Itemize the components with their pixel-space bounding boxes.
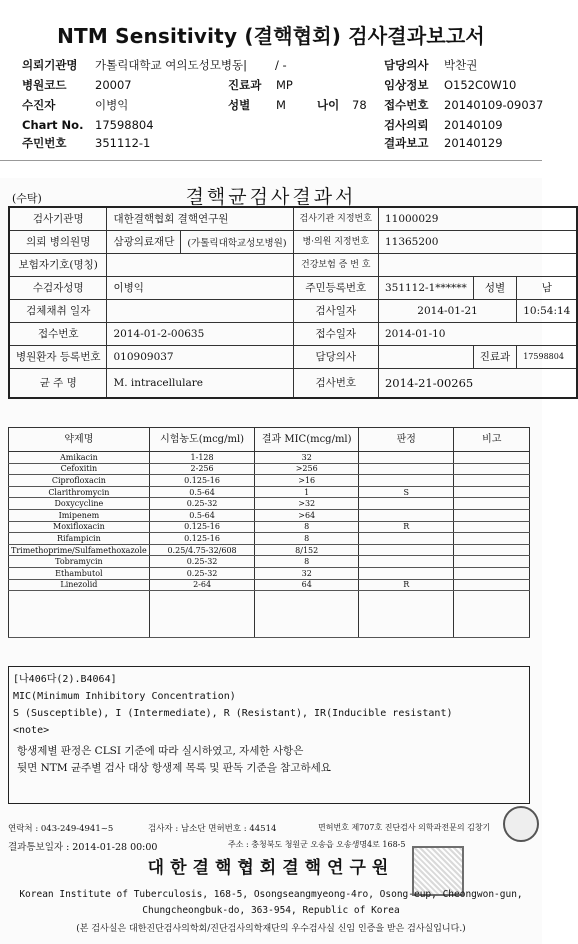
empty-cell [359, 591, 454, 603]
drug-row [9, 544, 530, 556]
req-label: 의뢰 병의원명 [9, 230, 107, 253]
notes-legend: S (Susceptible), I (Intermediate), R (Resistant), IR(Inducible resistant) [13, 708, 453, 719]
empty-cell [149, 591, 255, 603]
drug-range: 2-64 [149, 579, 255, 591]
footer-address-kr: 주소 : 충청북도 청원군 오송읍 오송생명4로 168-5 [228, 840, 406, 849]
hosp-no-label: 병원환자 등록번호 [9, 345, 107, 368]
drug-judgement [359, 475, 454, 487]
empty-cell [9, 591, 150, 603]
header-divider [0, 160, 542, 161]
header-value-receipt-no: 20140109-09037 [444, 98, 544, 112]
drug-mic: 32 [255, 452, 359, 464]
sex-label: 성별 [473, 276, 516, 299]
header-label-rrn: 주민번호 [22, 136, 67, 150]
drug-range: 0.125-16 [149, 475, 255, 487]
notes-note: <note> [13, 725, 50, 736]
drug-name: Amikacin [9, 452, 150, 464]
drug-remark [454, 556, 530, 568]
drug-judgement [359, 463, 454, 475]
req-code-label: 병·의원 지정번호 [293, 230, 378, 253]
empty-cell [359, 625, 454, 637]
req-value2: (가톨릭대학교성모병원) [181, 230, 293, 253]
recv-date-value: 2014-01-10 [378, 322, 577, 345]
header-value-hospital-code: 20007 [95, 78, 132, 92]
collect-label: 검체채취 일자 [9, 299, 107, 322]
recv-no-label: 접수번호 [9, 322, 107, 345]
drug-mic: 8 [255, 521, 359, 533]
drug-range: 0.25/4.75-32/608 [149, 544, 255, 556]
drug-row [9, 463, 530, 475]
drug-name: Doxycycline [9, 498, 150, 510]
footer-contact: 연락처 : 043-249-4941~5 [8, 824, 114, 834]
drug-remark [454, 521, 530, 533]
drug-mic: >16 [255, 475, 359, 487]
col-header-mic: 결과 MIC(mcg/ml) [255, 428, 359, 452]
drug-row [9, 556, 530, 568]
drug-judgement: R [359, 521, 454, 533]
notes-line2: 뒷면 NTM 균주별 검사 대상 항생제 목록 및 판독 기준을 참고하세요 [17, 762, 331, 774]
drug-remark [454, 567, 530, 579]
organization-name: 대한결핵협회결핵연구원 [147, 858, 395, 878]
empty-cell [149, 602, 255, 614]
footer-report-date: 결과통보일자 : 2014-01-28 00:00 [8, 842, 158, 853]
test-no-value: 2014-21-00265 [378, 368, 577, 398]
drug-remark [454, 509, 530, 521]
header-label-hospital-code: 병원코드 [22, 78, 67, 92]
test-no-label: 검사번호 [293, 368, 378, 398]
drug-mic: 8/152 [255, 544, 359, 556]
drug-judgement [359, 556, 454, 568]
drug-row [9, 498, 530, 510]
drug-range: 1-128 [149, 452, 255, 464]
empty-cell [149, 625, 255, 637]
drug-range: 0.125-16 [149, 533, 255, 545]
drug-range: 2-256 [149, 463, 255, 475]
footer-address-en2: Chungcheongbuk-do, 363-954, Republic of Korea [142, 905, 400, 916]
drug-mic: 32 [255, 567, 359, 579]
notes-box [8, 666, 530, 804]
sex-value: 남 [517, 276, 578, 299]
footer-license: 면허번호 제707호 진단검사 의학과전문의 김창기 [318, 823, 491, 832]
header-label-sex: 성별 [228, 98, 251, 112]
test-time-value: 10:54:14 [517, 299, 578, 322]
drug-mic: >64 [255, 509, 359, 521]
test-date-label: 검사일자 [293, 299, 378, 322]
drug-mic: 8 [255, 533, 359, 545]
header-value-dept: MP [276, 78, 293, 92]
lab-certification-stamp [503, 806, 539, 842]
patient-info-table [8, 206, 578, 399]
empty-row [9, 602, 530, 614]
drug-remark [454, 463, 530, 475]
header-value-patient: 이병익 [95, 98, 129, 112]
strain-value: M. intracellulare [107, 368, 293, 398]
drug-name: Moxifloxacin [9, 521, 150, 533]
drug-range: 0.5-64 [149, 486, 255, 498]
test-date-value: 2014-01-21 [378, 299, 516, 322]
empty-cell [149, 614, 255, 626]
empty-cell [9, 602, 150, 614]
footer-examiner: 검사자 : 남소단 면허번호 : 44514 [148, 824, 277, 834]
collect-value [107, 299, 293, 322]
header-label-dept: 진료과 [228, 78, 262, 92]
drug-judgement [359, 509, 454, 521]
drug-row [9, 475, 530, 487]
drug-name: Cefoxitin [9, 463, 150, 475]
doctor-value [378, 345, 473, 368]
empty-cell [255, 591, 359, 603]
inst-code-value: 11000029 [378, 207, 577, 230]
drug-name: Tobramycin [9, 556, 150, 568]
req-value: 삼광의료재단 [107, 230, 181, 253]
empty-cell [359, 602, 454, 614]
header-value-age: 78 [352, 98, 367, 112]
doctor-label: 담당의사 [293, 345, 378, 368]
empty-cell [255, 614, 359, 626]
drug-row [9, 452, 530, 464]
rrn-value: 351112-1****** [378, 276, 473, 299]
dept-value: 17598804 [517, 345, 578, 368]
drug-remark [454, 475, 530, 487]
empty-row [9, 625, 530, 637]
drug-name: Ciprofloxacin [9, 475, 150, 487]
footer-certification: (본 검사실은 대한진단검사의학회/진단검사의학재단의 우수검사실 신임 인증을 받은 검사실입니다.) [76, 924, 466, 934]
header-label-institution: 의뢰기관명 [22, 58, 78, 72]
drug-name: Clarithromycin [9, 486, 150, 498]
empty-cell [9, 625, 150, 637]
drug-row [9, 509, 530, 521]
header-value-chart-no: 17598804 [95, 118, 154, 132]
inst-value: 대한결핵협회 결핵연구원 [107, 207, 293, 230]
col-header-drug: 약제명 [9, 428, 150, 452]
drug-row [9, 567, 530, 579]
empty-cell [359, 614, 454, 626]
drug-range: 0.125-16 [149, 521, 255, 533]
col-header-range: 시험농도(mcg/ml) [149, 428, 255, 452]
empty-cell [255, 625, 359, 637]
col-header-judgement: 판정 [359, 428, 454, 452]
empty-cell [454, 602, 530, 614]
header-value-sex: M [276, 98, 286, 112]
empty-cell [454, 614, 530, 626]
recv-no-value: 2014-01-2-00635 [107, 322, 293, 345]
drug-judgement [359, 533, 454, 545]
req-code-value: 11365200 [378, 230, 577, 253]
report-title: 결핵균검사결과서 [185, 186, 357, 208]
empty-cell [255, 602, 359, 614]
notes-mic: MIC(Minimum Inhibitory Concentration) [13, 691, 236, 702]
drug-remark [454, 498, 530, 510]
header-label-request-date: 검사의뢰 [384, 118, 429, 132]
insurer-label: 보험자기호(명칭) [9, 253, 107, 276]
header-value-extra: / - [275, 58, 287, 72]
drug-name: Linezolid [9, 579, 150, 591]
drug-row [9, 521, 530, 533]
empty-cell [9, 614, 150, 626]
footer-address-en1: Korean Institute of Tuberculosis, 168-5, Osongseangmyeong-4ro, Osong-eup, Cheongwon-gun, [19, 889, 523, 900]
drug-name: Trimethoprime/Sulfamethoxazole [9, 544, 150, 556]
drug-range: 0.25-32 [149, 567, 255, 579]
header-value-request-date: 20140109 [444, 118, 503, 132]
drug-judgement [359, 567, 454, 579]
drug-judgement [359, 452, 454, 464]
drug-mic: 1 [255, 486, 359, 498]
drug-name: Ethambutol [9, 567, 150, 579]
drug-remark [454, 452, 530, 464]
drug-name: Rifampicin [9, 533, 150, 545]
drug-range: 0.25-32 [149, 556, 255, 568]
header-label-report-date: 결과보고 [384, 136, 429, 150]
drug-range: 0.5-64 [149, 509, 255, 521]
drug-remark [454, 544, 530, 556]
drug-mic: >256 [255, 463, 359, 475]
empty-cell [454, 591, 530, 603]
inst-label: 검사기관명 [9, 207, 107, 230]
inst-code-label: 검사기관 지정번호 [293, 207, 378, 230]
insurer-value [107, 253, 293, 276]
header-value-institution: 가톨릭대학교 여의도성모병동| [95, 58, 247, 72]
notes-line1: 항생제별 판정은 CLSI 기준에 따라 실시하였고, 자세한 사항은 [17, 745, 304, 757]
header-label-doctor: 담당의사 [384, 58, 429, 72]
drug-judgement [359, 498, 454, 510]
drug-judgement [359, 544, 454, 556]
drug-row [9, 533, 530, 545]
drug-mic: >32 [255, 498, 359, 510]
name-label: 수검자성명 [9, 276, 107, 299]
header-value-rrn: 351112-1 [95, 136, 151, 150]
drug-sensitivity-table [8, 427, 530, 638]
empty-row [9, 591, 530, 603]
col-header-remark: 비고 [454, 428, 530, 452]
drug-name: Imipenem [9, 509, 150, 521]
header-value-report-date: 20140129 [444, 136, 503, 150]
header-label-chart-no: Chart No. [22, 118, 84, 132]
drug-mic: 64 [255, 579, 359, 591]
dept-label: 진료과 [473, 345, 516, 368]
header-label-clinical: 임상정보 [384, 78, 429, 92]
drug-mic: 8 [255, 556, 359, 568]
drug-row [9, 579, 530, 591]
header-label-patient: 수진자 [22, 98, 56, 112]
drug-judgement: R [359, 579, 454, 591]
empty-row [9, 614, 530, 626]
header-value-doctor: 박찬권 [444, 58, 478, 72]
name-value: 이병익 [107, 276, 293, 299]
drug-judgement: S [359, 486, 454, 498]
recv-date-label: 접수일자 [293, 322, 378, 345]
strain-label: 균 주 명 [9, 368, 107, 398]
hosp-no-value: 010909037 [107, 345, 293, 368]
drug-range: 0.25-32 [149, 498, 255, 510]
drug-remark [454, 579, 530, 591]
header-label-age: 나이 [317, 98, 340, 112]
notes-code: [나406다(2).B4064] [13, 674, 117, 685]
health-value [378, 253, 577, 276]
drug-row [9, 486, 530, 498]
drug-remark [454, 533, 530, 545]
empty-cell [454, 625, 530, 637]
health-label: 건강보험 증 번 호 [293, 253, 378, 276]
header-value-clinical: O152C0W10 [444, 78, 517, 92]
page-title: NTM Sensitivity (결핵협회) 검사결과보고서 [57, 24, 485, 48]
rrn-label: 주민등록번호 [293, 276, 378, 299]
consignment-tag: (수탁) [12, 192, 42, 205]
drug-remark [454, 486, 530, 498]
header-label-receipt-no: 접수번호 [384, 98, 429, 112]
